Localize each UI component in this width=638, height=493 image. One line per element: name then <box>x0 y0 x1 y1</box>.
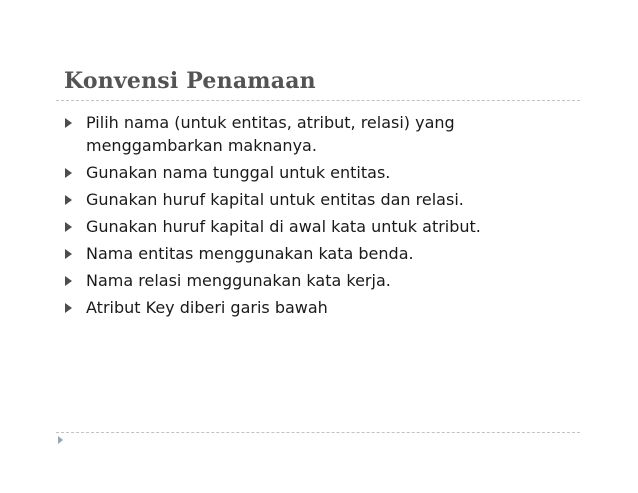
triangle-bullet-icon <box>65 249 72 259</box>
bullet-text: Nama relasi menggunakan kata kerja. <box>86 271 391 290</box>
slide-title: Konvensi Penamaan <box>64 68 316 94</box>
bullet-text: Gunakan nama tunggal untuk entitas. <box>86 163 391 182</box>
footer-divider <box>56 432 580 433</box>
list-item <box>64 188 564 211</box>
bullet-text: Gunakan huruf kapital untuk entitas dan relasi. <box>86 190 464 209</box>
triangle-bullet-icon <box>65 276 72 286</box>
triangle-bullet-icon <box>65 303 72 313</box>
triangle-bullet-icon <box>65 222 72 232</box>
title-divider <box>56 100 580 101</box>
list-item <box>64 161 564 184</box>
triangle-bullet-icon <box>65 168 72 178</box>
list-item <box>64 296 564 319</box>
bullet-text: Gunakan huruf kapital di awal kata untuk atribut. <box>86 217 481 236</box>
list-item <box>64 242 564 265</box>
triangle-bullet-icon <box>65 195 72 205</box>
list-item <box>64 215 564 238</box>
bullet-text: Nama entitas menggunakan kata benda. <box>86 244 414 263</box>
bullet-text: Atribut Key diberi garis bawah <box>86 298 328 317</box>
bullet-text: Pilih nama (untuk entitas, atribut, relasi) yang menggambarkan maknanya. <box>86 113 455 155</box>
footer-arrow-icon <box>58 436 63 444</box>
list-item <box>64 111 564 157</box>
list-item <box>64 269 564 292</box>
bullet-list <box>64 111 564 323</box>
triangle-bullet-icon <box>65 118 72 128</box>
